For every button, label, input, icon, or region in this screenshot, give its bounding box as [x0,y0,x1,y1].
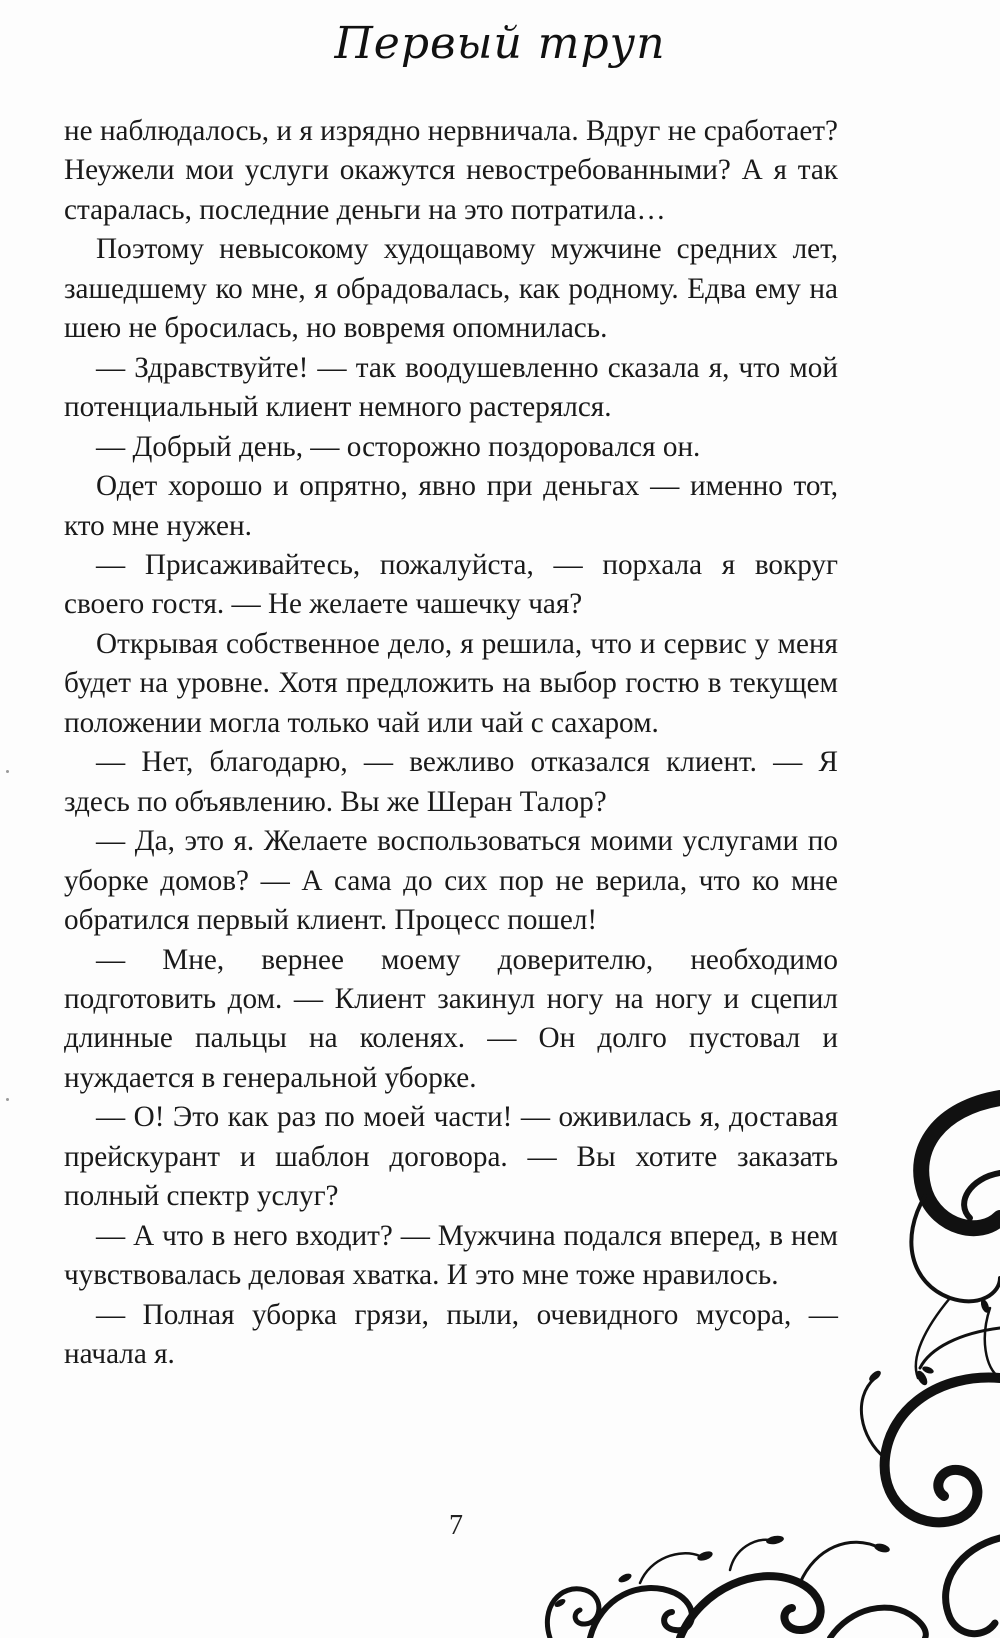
scan-speck [6,770,9,773]
body-text [64,112,838,1375]
page-number: 7 [449,1510,463,1541]
paragraph: — Полная уборка грязи, пыли, очевидного мусора, — начала я. [64,1298,838,1371]
paragraph: — О! Это как раз по моей части! — оживилась я, доставая прейскурант и шаблон договора. — Вы хотите заказать полный спектр услуг? [64,1101,838,1213]
paragraph: — А что в него входит? — Мужчина подался вперед, в нем чувствовалась деловая хватка. И это мне тоже нравилось. [64,1219,838,1292]
paragraph: — Да, это я. Желаете воспользоваться моими услугами по уборке домов? — А сама до сих пор не верила, что ко мне обратился первый клиент. Процесс пошел! [64,825,838,937]
scan-speck [6,1098,9,1101]
paragraph: Одет хорошо и опрятно, явно при деньгах — именно тот, кто мне нужен. [64,470,838,542]
paragraph: — Нет, благодарю, — вежливо отказался клиент. — Я здесь по объявлению. Вы же Шеран Талор? [64,746,838,818]
paragraph: — Присаживайтесь, пожалуйста, — порхала я вокруг своего гостя. — Не желаете чашечку чая? [64,548,838,621]
paragraph: — Мне, вернее моему доверителю, необходимо подготовить дом. — Клиент закинул ногу на ногу и сцепил длинные пальцы на коленях. — Он долго пустовал и нуждается в генеральной уборке. [64,943,838,1094]
paragraph: не наблюдалось, и я изрядно нервничала. Вдруг не сработает? Неужели мои услуги окажутся невостребованными? А я так старалась, последние деньги на это потратила… [64,115,838,226]
paragraph: Поэтому невысокому худощавому мужчине средних лет, зашедшему ко мне, я обрадовалась, как родному. Едва ему на шею не бросилась, но вовремя опомнилась. [64,233,838,345]
running-head-title: Первый труп [334,18,666,69]
paragraph: — Добрый день, — осторожно поздоровался он. [96,430,701,463]
paragraph: Открывая собственное дело, я решила, что и сервис у меня будет на уровне. Хотя предложить на выбор гостю в текущем положении могла только чай или чай с сахаром. [64,627,838,739]
paragraph: — Здравствуйте! — так воодушевленно сказала я, что мой потенциальный клиент немного растерялся. [64,351,838,424]
